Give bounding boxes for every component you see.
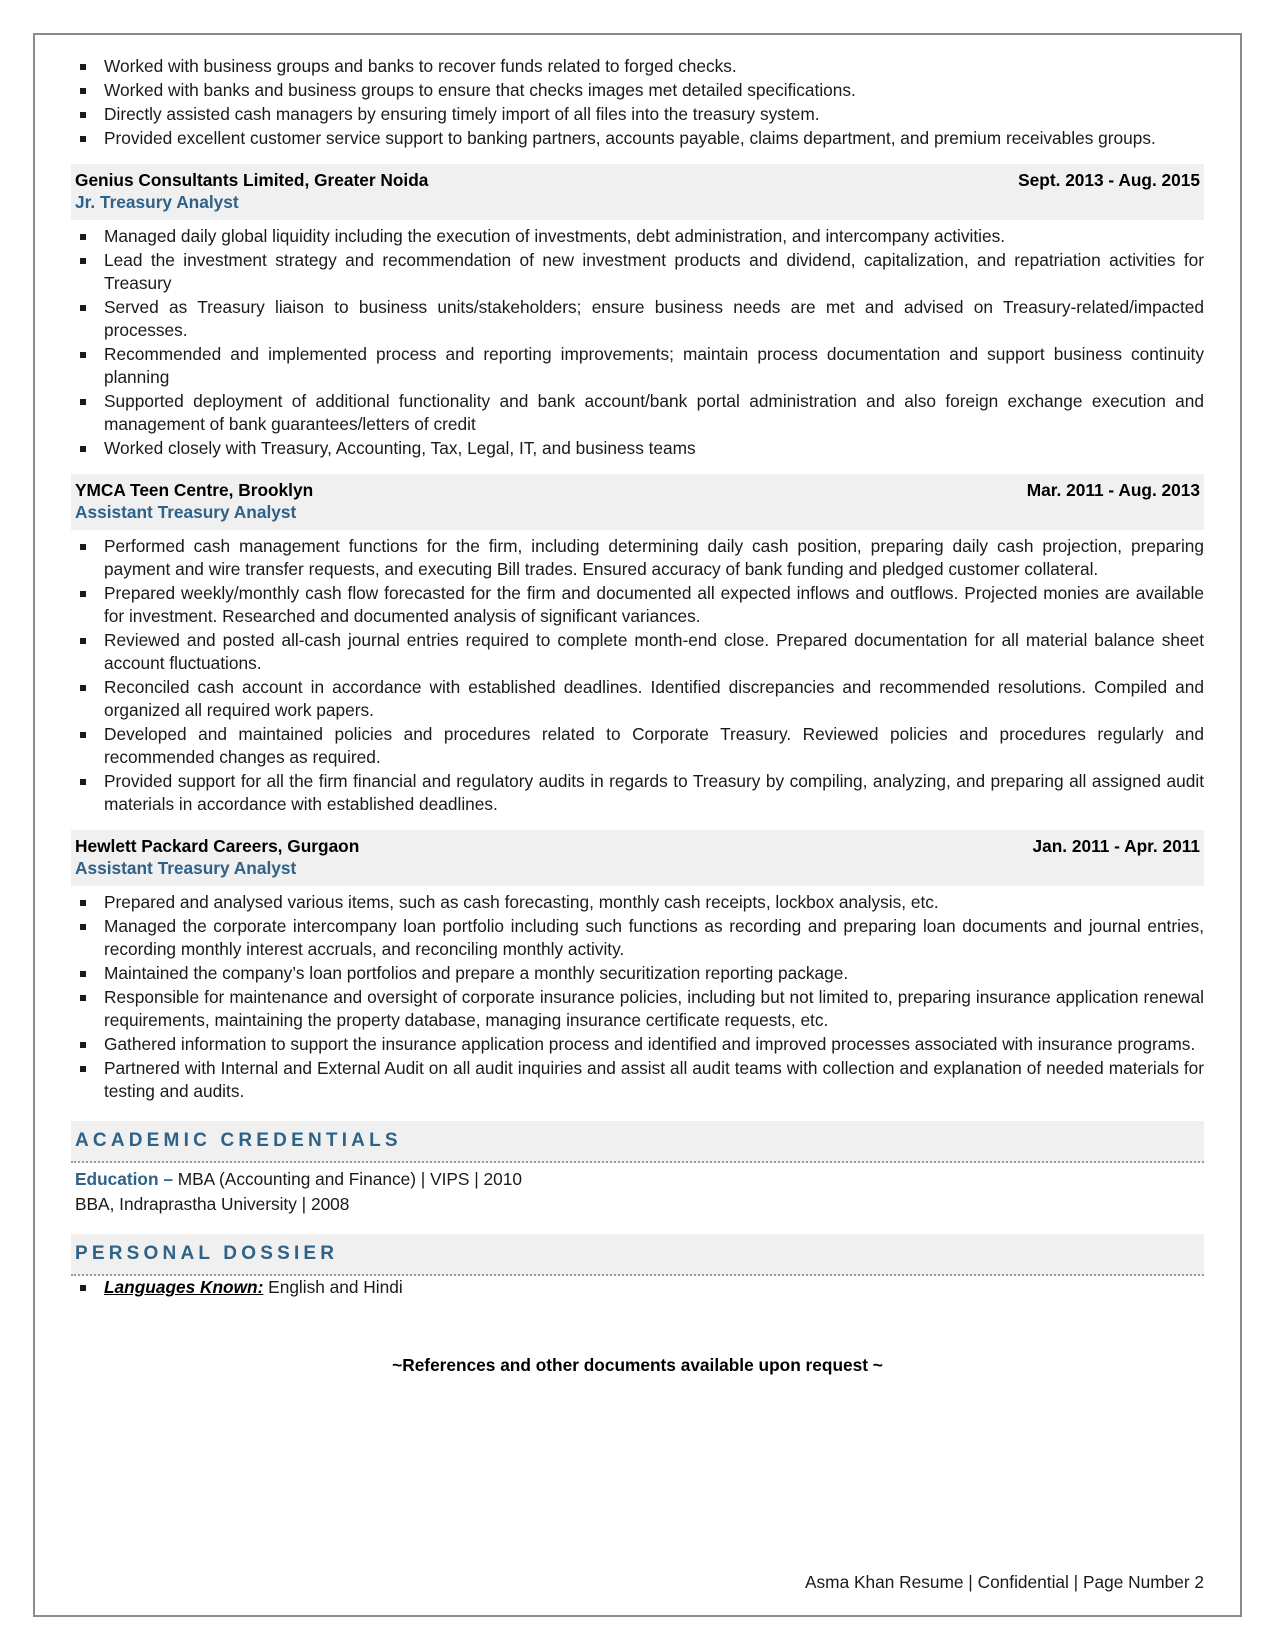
list-item: Reviewed and posted all-cash journal entries required to complete month-end close. Prepared documentation for all material balance sheet account fluctuations. [71,629,1204,675]
list-item: Partnered with Internal and External Audit on all audit inquiries and assist all audit teams with collection and explanation of needed materials for testing and audits. [71,1057,1204,1103]
list-item: Managed daily global liquidity including the execution of investments, debt administration, and intercompany activities. [71,225,1204,248]
list-item: Maintained the company’s loan portfolios and prepare a monthly securitization reporting package. [71,962,1204,985]
top-bullet-list [71,55,1204,150]
list-item: Developed and maintained policies and procedures related to Corporate Treasury. Reviewed policies and procedures regularly and recommended changes as required. [71,723,1204,769]
list-item: Provided support for all the firm financial and regulatory audits in regards to Treasury by compiling, analyzing, and preparing all assigned audit materials in accordance with established deadlines. [71,770,1204,816]
section-title: ACADEMIC CREDENTIALS [75,1130,402,1151]
job-bullet-list-0 [71,225,1204,460]
list-item: Lead the investment strategy and recommendation of new investment products and dividend, capitalization, and repatriation activities for Treasury [71,249,1204,295]
job-company: YMCA Teen Centre, Brooklyn [75,480,314,500]
languages-label: Languages Known: [104,1277,264,1298]
list-item: Worked closely with Treasury, Accounting, Tax, Legal, IT, and business teams [71,437,1204,460]
job-dates: Mar. 2011 - Aug. 2013 [1026,480,1200,500]
education-secondary-line: BBA, Indraprastha University | 2008 [75,1193,350,1214]
job-bullet-list-1 [71,535,1204,816]
resume-page [33,33,1242,1617]
list-item: Served as Treasury liaison to business units/stakeholders; ensure business needs are met and advised on Treasury-related/impacted processes. [71,296,1204,342]
job-bullet-list-2 [71,891,1204,1103]
list-item: Prepared and analysed various items, such as cash forecasting, monthly cash receipts, lockbox analysis, etc. [71,891,1204,914]
job-header-ymca-teen-centre [71,474,1204,502]
job-header-genius-consultants [71,164,1204,192]
education-primary-line [75,1167,1200,1192]
section-title: PERSONAL DOSSIER [75,1243,339,1265]
job-title: Jr. Treasury Analyst [71,192,1204,220]
job-title: Assistant Treasury Analyst [71,502,1204,530]
list-item: Responsible for maintenance and oversight of corporate insurance policies, including but not limited to, preparing insurance application renewal requirements, maintaining the property database, managing insurance certificate requests, etc. [71,986,1204,1032]
list-item: Worked with banks and business groups to ensure that checks images met detailed specifications. [71,79,1204,102]
list-item: Performed cash management functions for the firm, including determining daily cash position, preparing daily cash projection, preparing payment and wire transfer requests, and executing Bill trades. Ensured accuracy of bank funding and pledged customer collateral. [71,535,1204,581]
education-value: MBA (Accounting and Finance) | VIPS | 2010 [172,1169,522,1189]
list-item-languages [71,1276,1204,1299]
job-dates: Jan. 2011 - Apr. 2011 [1032,836,1200,856]
list-item: Supported deployment of additional functionality and bank account/bank portal administration and also foreign exchange execution and management of bank guarantees/letters of credit [71,390,1204,436]
references-note: ~References and other documents available upon request ~ [392,1355,883,1376]
section-header-academic-credentials [71,1121,1204,1163]
list-item: Prepared weekly/monthly cash flow forecasted for the firm and documented all expected inflows and outflows. Projected monies are available for investment. Researched and documented analysis of significant variances. [71,582,1204,628]
job-company: Hewlett Packard Careers, Gurgaon [75,836,360,856]
education-label: Education – [75,1169,173,1189]
list-item: Reconciled cash account in accordance with established deadlines. Identified discrepancies and recommended resolutions. Compiled and organized all required work papers. [71,676,1204,722]
list-item: Managed the corporate intercompany loan portfolio including such functions as recording and preparing loan documents and journal entries, recording monthly interest accruals, and reconciling monthly activity. [71,915,1204,961]
list-item: Provided excellent customer service support to banking partners, accounts payable, claims department, and premium receivables groups. [71,127,1204,150]
section-header-personal-dossier [71,1234,1204,1276]
job-title: Assistant Treasury Analyst [71,858,1204,886]
job-company: Genius Consultants Limited, Greater Noida [75,170,429,190]
job-dates: Sept. 2013 - Aug. 2015 [1018,170,1200,190]
personal-dossier-list [71,1276,1204,1299]
list-item: Worked with business groups and banks to recover funds related to forged checks. [71,55,1204,78]
list-item: Recommended and implemented process and reporting improvements; maintain process documentation and support business continuity planning [71,343,1204,389]
page-footer: Asma Khan Resume | Confidential | Page Number 2 [805,1572,1204,1592]
education-block [71,1163,1204,1216]
list-item: Directly assisted cash managers by ensuring timely import of all files into the treasury system. [71,103,1204,126]
list-item: Gathered information to support the insurance application process and identified and improved processes associated with insurance programs. [71,1033,1204,1056]
job-header-hewlett-packard-careers [71,830,1204,858]
resume-content [71,47,1204,1376]
languages-value: English and Hindi [263,1277,403,1298]
